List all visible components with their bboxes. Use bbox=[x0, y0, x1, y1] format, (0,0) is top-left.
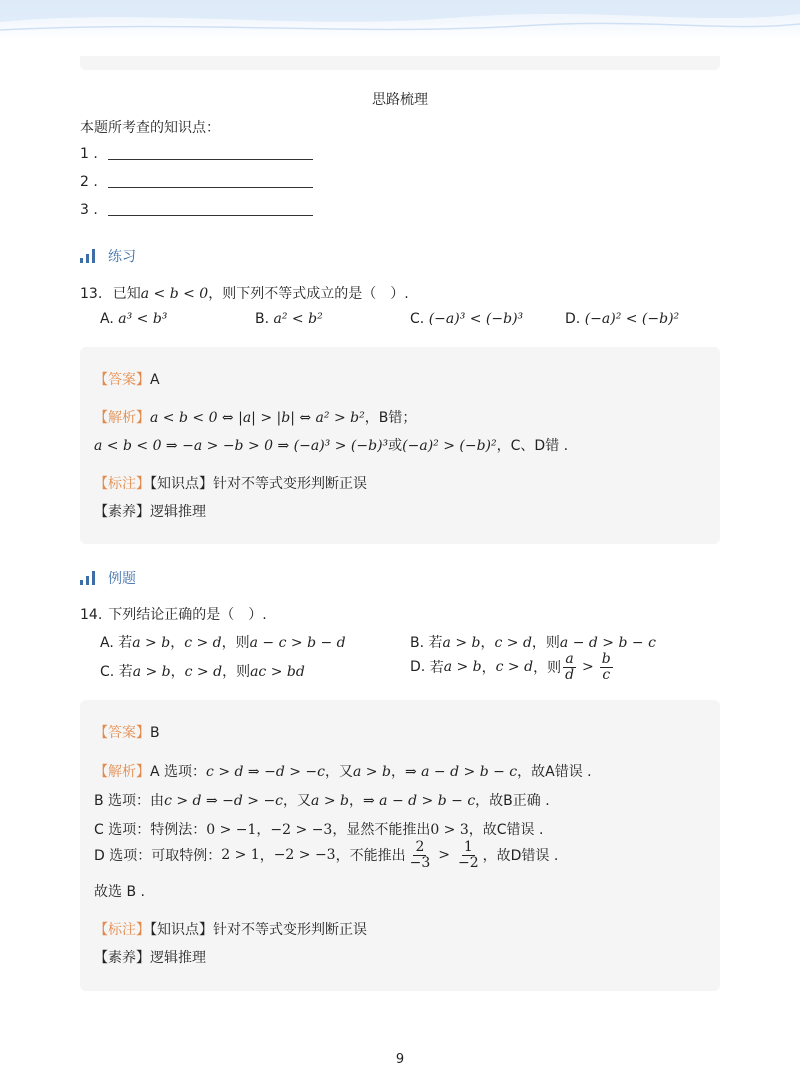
analysis-line-d: D 选项：可取特例： 2 > 1 ， −2 > −3 ，不能推出 $\frac{2}{-3}$ > $\frac{1}{-2}$ ，故D错误 . bbox=[94, 839, 559, 871]
fill-blank[interactable] bbox=[108, 201, 313, 216]
analysis-line-c: C 选项：特例法：0 > −1，−2 > −3，显然不能推出0 > 3，故C错误 . bbox=[94, 822, 544, 838]
conclusion-line: 故选 B . bbox=[94, 884, 145, 900]
option-13-d[interactable]: D. (−a)² < (−b)² bbox=[565, 311, 680, 327]
section-label: 例题 bbox=[108, 571, 136, 587]
note-line: 【标注】【知识点】针对不等式变形判断正误 bbox=[94, 922, 367, 938]
answer-box-13 bbox=[80, 347, 720, 544]
option-13-a[interactable]: A. a³ < b³ bbox=[100, 311, 168, 327]
fill-blank[interactable] bbox=[108, 145, 313, 160]
knowledge-prompt: 本题所考查的知识点： bbox=[80, 120, 220, 136]
blank-line-2: 2 . bbox=[80, 173, 313, 190]
question-13-stem: 13. 已知a < b < 0，则下列不等式成立的是（ ）. bbox=[80, 286, 409, 302]
option-14-a[interactable]: A. 若a > b，c > d，则a − c > b − d bbox=[100, 635, 346, 651]
analysis-line-2: a < b < 0 ⇒ −a > −b > 0 ⇒ (−a)³ > (−b)³或(−a)² > (−b)²，C、D错 . bbox=[94, 438, 569, 454]
example-section-header bbox=[80, 568, 136, 588]
fraction: $\frac{1}{-2}$ bbox=[457, 839, 479, 871]
previous-section-box bbox=[80, 56, 720, 70]
page-number: 9 bbox=[395, 1052, 405, 1067]
fill-blank[interactable] bbox=[108, 173, 313, 188]
option-14-d[interactable]: D. 若 a > b ， c > d ，则 $\frac{a}{d}$ > $\frac{b}{c}$ bbox=[410, 651, 611, 683]
answer-box-14 bbox=[80, 700, 720, 991]
fraction: $\frac{b}{c}$ bbox=[601, 651, 611, 683]
analysis-line-a: 【解析】A 选项：c > d ⇒ −d > −c，又a > b，⇒ a − d > b − c，故A错误 . bbox=[94, 764, 592, 780]
blank-line-3: 3 . bbox=[80, 201, 313, 218]
analysis-line-b: B 选项：由c > d ⇒ −d > −c，又a > b，⇒ a − d > b − c，故B正确 . bbox=[94, 793, 550, 809]
fraction: $\frac{2}{-3}$ bbox=[409, 839, 431, 871]
bar-chart-icon bbox=[80, 571, 98, 585]
section-title: 思路梳理 bbox=[372, 92, 428, 108]
answer-line: 【答案】B bbox=[94, 725, 160, 741]
bar-chart-icon bbox=[80, 249, 98, 263]
quality-line: 【素养】逻辑推理 bbox=[94, 950, 206, 966]
practice-section-header bbox=[80, 246, 136, 266]
note-line: 【标注】【知识点】针对不等式变形判断正误 bbox=[94, 476, 367, 492]
fraction: $\frac{a}{d}$ bbox=[565, 651, 575, 683]
option-13-b[interactable]: B. a² < b² bbox=[255, 311, 323, 327]
section-label: 练习 bbox=[108, 249, 136, 265]
blank-line-1: 1 . bbox=[80, 145, 313, 162]
header-wave-decoration bbox=[0, 0, 800, 40]
answer-line: 【答案】A bbox=[94, 372, 160, 388]
option-13-c[interactable]: C. (−a)³ < (−b)³ bbox=[410, 311, 524, 327]
option-14-b[interactable]: B. 若a > b，c > d，则a − d > b − c bbox=[410, 635, 656, 651]
quality-line: 【素养】逻辑推理 bbox=[94, 504, 206, 520]
question-14-stem: 14. 下列结论正确的是（ ）. bbox=[80, 607, 267, 623]
analysis-line-1: 【解析】a < b < 0 ⇔ |a| > |b| ⇔ a² > b²，B错； bbox=[94, 410, 417, 426]
option-14-c[interactable]: C. 若a > b，c > d，则ac > bd bbox=[100, 664, 305, 680]
